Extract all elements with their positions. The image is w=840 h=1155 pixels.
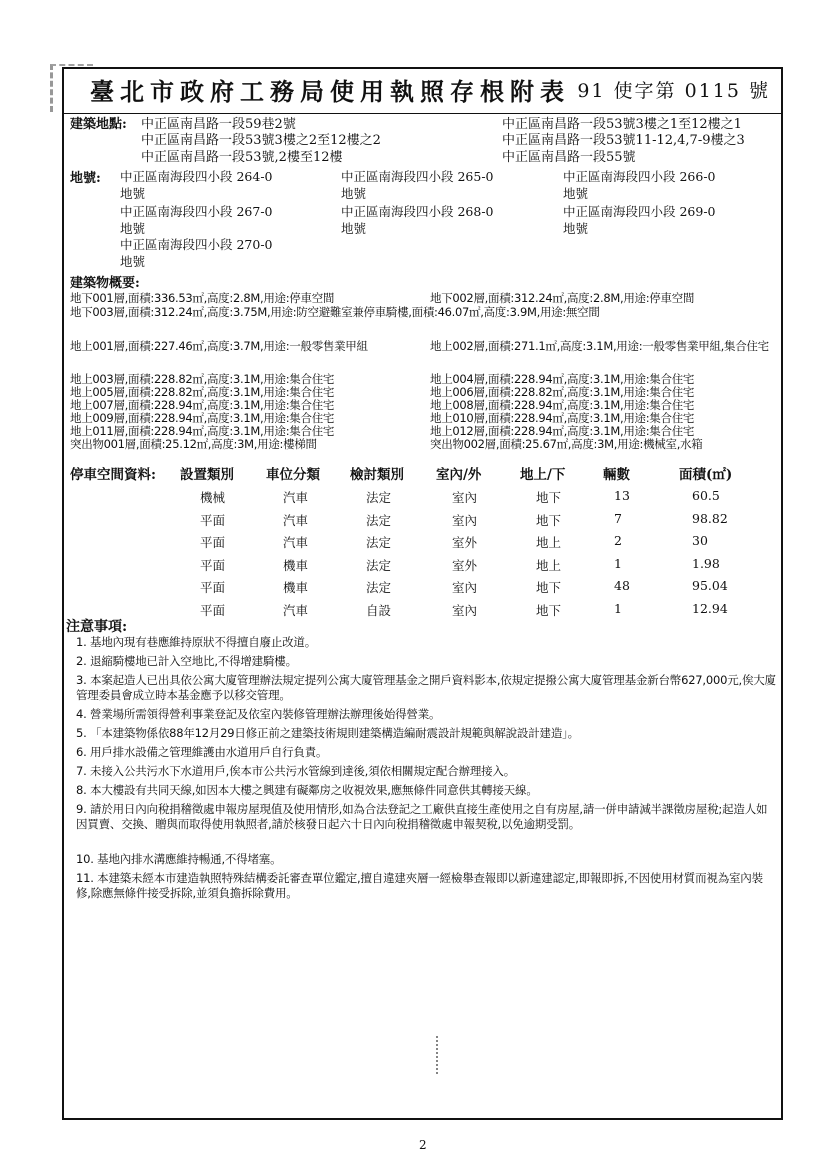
floor-right: 地上012層,面積:228.94㎡,高度:3.1M,用途:集合住宅	[430, 424, 695, 438]
parking-cell: 95.04	[692, 578, 728, 593]
parking-cell: 汽車	[283, 512, 309, 528]
parking-cell: 1	[614, 555, 622, 571]
note-item: 6. 用戶排水設備之管理維護由水道用戶自行負責。	[76, 745, 328, 759]
parking-cell: 7	[614, 510, 622, 526]
parking-col-header: 檢討類別	[350, 467, 404, 483]
floor-right: 地上010層,面積:228.94㎡,高度:3.1M,用途:集合住宅	[430, 411, 695, 425]
floor-left: 地上005層,面積:228.82㎡,高度:3.1M,用途:集合住宅	[70, 385, 335, 399]
address-label: 建築地點:	[70, 117, 127, 132]
lots-label: 地號:	[70, 171, 101, 186]
building-label: 建築物概要:	[70, 276, 140, 291]
parking-cell: 室內	[452, 512, 478, 528]
parking-cell: 地下	[536, 602, 562, 618]
parking-cell: 自設	[366, 602, 392, 618]
lot-item: 中正區南海段四小段 270-0地號	[120, 237, 273, 269]
parking-cell: 13	[614, 488, 630, 503]
note-item: 5. 「本建築物係依88年12月29日修正前之建築技術規則建築構造編耐震設計規範與解說設計建造」。	[76, 726, 579, 740]
parking-cell: 室內	[452, 580, 478, 595]
floor-left: 地上009層,面積:228.94㎡,高度:3.1M,用途:集合住宅	[70, 411, 335, 425]
lot-item: 中正區南海段四小段 264-0地號	[120, 169, 273, 201]
address-right-2: 中正區南昌路一段53號11-12,4,7-9樓之3	[502, 133, 745, 148]
lot-item: 中正區南海段四小段 266-0地號	[563, 169, 716, 201]
parking-cell: 機車	[283, 580, 309, 595]
parking-cell: 法定	[366, 557, 392, 573]
parking-cell: 12.94	[692, 600, 728, 616]
address-left-1: 中正區南昌路一段59巷2號	[141, 117, 296, 132]
document-header	[70, 70, 776, 112]
parking-col-header: 地上/下	[520, 467, 566, 483]
parking-cell: 2	[614, 533, 622, 548]
floor-left: 突出物001層,面積:25.12㎡,高度:3M,用途:樓梯間	[70, 437, 317, 451]
parking-cell: 地下	[536, 490, 562, 505]
signature-mark	[436, 1036, 452, 1074]
parking-cell: 汽車	[283, 602, 309, 618]
floor-b1: 地下001層,面積:336.53㎡,高度:2.8M,用途:停車空間	[70, 291, 335, 305]
notes-title: 注意事項:	[66, 619, 128, 635]
note-item: 4. 營業場所需領得營利事業登記及依室內裝修管理辦法辦理後始得營業。	[76, 707, 441, 721]
parking-col-header: 面積(㎡)	[679, 467, 733, 483]
header-divider	[62, 113, 783, 114]
floor-left: 地上007層,面積:228.94㎡,高度:3.1M,用途:集合住宅	[70, 398, 335, 412]
lot-item: 中正區南海段四小段 268-0地號	[341, 204, 494, 236]
parking-cell: 30	[692, 533, 708, 548]
stamp-mark	[50, 64, 93, 112]
floor-1: 地上001層,面積:227.46㎡,高度:3.7M,用途:一般零售業甲組	[70, 339, 368, 353]
parking-cell: 平面	[200, 512, 226, 528]
note-item: 8. 本大樓設有共同天線,如因本大樓之興建有礙鄰房之收視效果,應無條件同意供其轉接天線。	[76, 783, 538, 797]
address-right-1: 中正區南昌路一段53號3樓之1至12樓之1	[502, 117, 742, 132]
floor-right: 地上004層,面積:228.94㎡,高度:3.1M,用途:集合住宅	[430, 372, 695, 386]
parking-cell: 室內	[452, 490, 478, 505]
lot-item: 中正區南海段四小段 267-0地號	[120, 204, 273, 236]
parking-cell: 平面	[200, 557, 226, 573]
parking-cell: 平面	[200, 580, 226, 595]
note-item: 11. 本建築未經本市建造執照特殊結構委託審查單位鑑定,擅自違建夾層一經檢舉查報即以新違建認定,即報即拆,不因使用材質而視為室內裝修,除應無條件接受拆除,並須負擔拆除費用。	[76, 871, 763, 900]
lot-item: 中正區南海段四小段 265-0地號	[341, 169, 494, 201]
floor-b2: 地下002層,面積:312.24㎡,高度:2.8M,用途:停車空間	[430, 291, 695, 305]
parking-cell: 法定	[366, 512, 392, 528]
parking-cell: 地下	[536, 512, 562, 528]
parking-cell: 平面	[200, 602, 226, 618]
parking-cell: 法定	[366, 490, 392, 505]
parking-cell: 48	[614, 578, 630, 593]
parking-col-header: 車位分類	[266, 467, 320, 483]
floor-right: 地上006層,面積:228.82㎡,高度:3.1M,用途:集合住宅	[430, 385, 695, 399]
floor-2: 地上002層,面積:271.1㎡,高度:3.1M,用途:一般零售業甲組,集合住宅	[430, 339, 769, 353]
parking-col-header: 設置類別	[180, 467, 234, 483]
note-item: 9. 請於用日內向稅捐稽徵處申報房屋現值及使用情形,如為合法登記之工廠供直接生產使用之自有房屋,請一併申請減半課徵房屋稅;起造人如因買賣、交換、贈與而取得使用執照者,請於核發日起六十日內向稅捐稽徵處申報契稅,以免逾期受罰。	[76, 802, 768, 831]
floor-b3: 地下003層,面積:312.24㎡,高度:3.75M,用途:防空避難室兼停車騎樓,面積:46.07㎡,高度:3.9M,用途:無空間	[70, 305, 600, 319]
parking-label: 停車空間資料:	[70, 467, 156, 483]
note-item: 2. 退縮騎樓地已計入空地比,不得增建騎樓。	[76, 654, 297, 668]
parking-cell: 地上	[536, 535, 562, 550]
parking-cell: 室內	[452, 602, 478, 618]
document-title: 臺北市政府工務局使用執照存根附表	[90, 77, 570, 106]
parking-cell: 98.82	[692, 510, 728, 526]
parking-col-header: 輛數	[603, 467, 630, 483]
permit-number: 91 使字第 0115 號	[577, 80, 770, 102]
parking-col-header: 室內/外	[436, 467, 482, 483]
parking-cell: 1.98	[692, 555, 720, 571]
floor-right: 突出物002層,面積:25.67㎡,高度:3M,用途:機械室,水箱	[430, 437, 703, 451]
address-right-3: 中正區南昌路一段55號	[502, 150, 636, 165]
page-number: 2	[419, 1138, 427, 1152]
address-left-3: 中正區南昌路一段53號,2樓至12樓	[141, 150, 343, 165]
floor-left: 地上003層,面積:228.82㎡,高度:3.1M,用途:集合住宅	[70, 372, 335, 386]
parking-cell: 地上	[536, 557, 562, 573]
floor-left: 地上011層,面積:228.94㎡,高度:3.1M,用途:集合住宅	[70, 424, 335, 438]
parking-cell: 1	[614, 600, 622, 616]
parking-cell: 60.5	[692, 488, 720, 503]
parking-cell: 機械	[200, 490, 226, 505]
lot-item: 中正區南海段四小段 269-0地號	[563, 204, 716, 236]
parking-cell: 汽車	[283, 490, 309, 505]
parking-cell: 汽車	[283, 535, 309, 550]
note-item: 7. 未接入公共污水下水道用戶,俟本市公共污水管線到達後,須依相關規定配合辦理接入。	[76, 764, 516, 778]
note-item: 1. 基地內現有巷應維持原狀不得擅自廢止改道。	[76, 635, 317, 649]
parking-cell: 平面	[200, 535, 226, 550]
parking-cell: 室外	[452, 535, 478, 550]
parking-cell: 室外	[452, 557, 478, 573]
parking-cell: 法定	[366, 580, 392, 595]
parking-cell: 機車	[283, 557, 309, 573]
address-left-2: 中正區南昌路一段53號3樓之2至12樓之2	[141, 133, 381, 148]
floor-right: 地上008層,面積:228.94㎡,高度:3.1M,用途:集合住宅	[430, 398, 695, 412]
parking-cell: 法定	[366, 535, 392, 550]
parking-cell: 地下	[536, 580, 562, 595]
note-item: 10. 基地內排水溝應維持暢通,不得堵塞。	[76, 852, 282, 866]
note-item: 3. 本案起造人已出具依公寓大廈管理辦法規定提列公寓大廈管理基金之開戶資料影本,依規定提撥公寓大廈管理基金新台幣627,000元,俟大廈管理委員會成立時本基金應予以移交管理。	[76, 673, 776, 702]
